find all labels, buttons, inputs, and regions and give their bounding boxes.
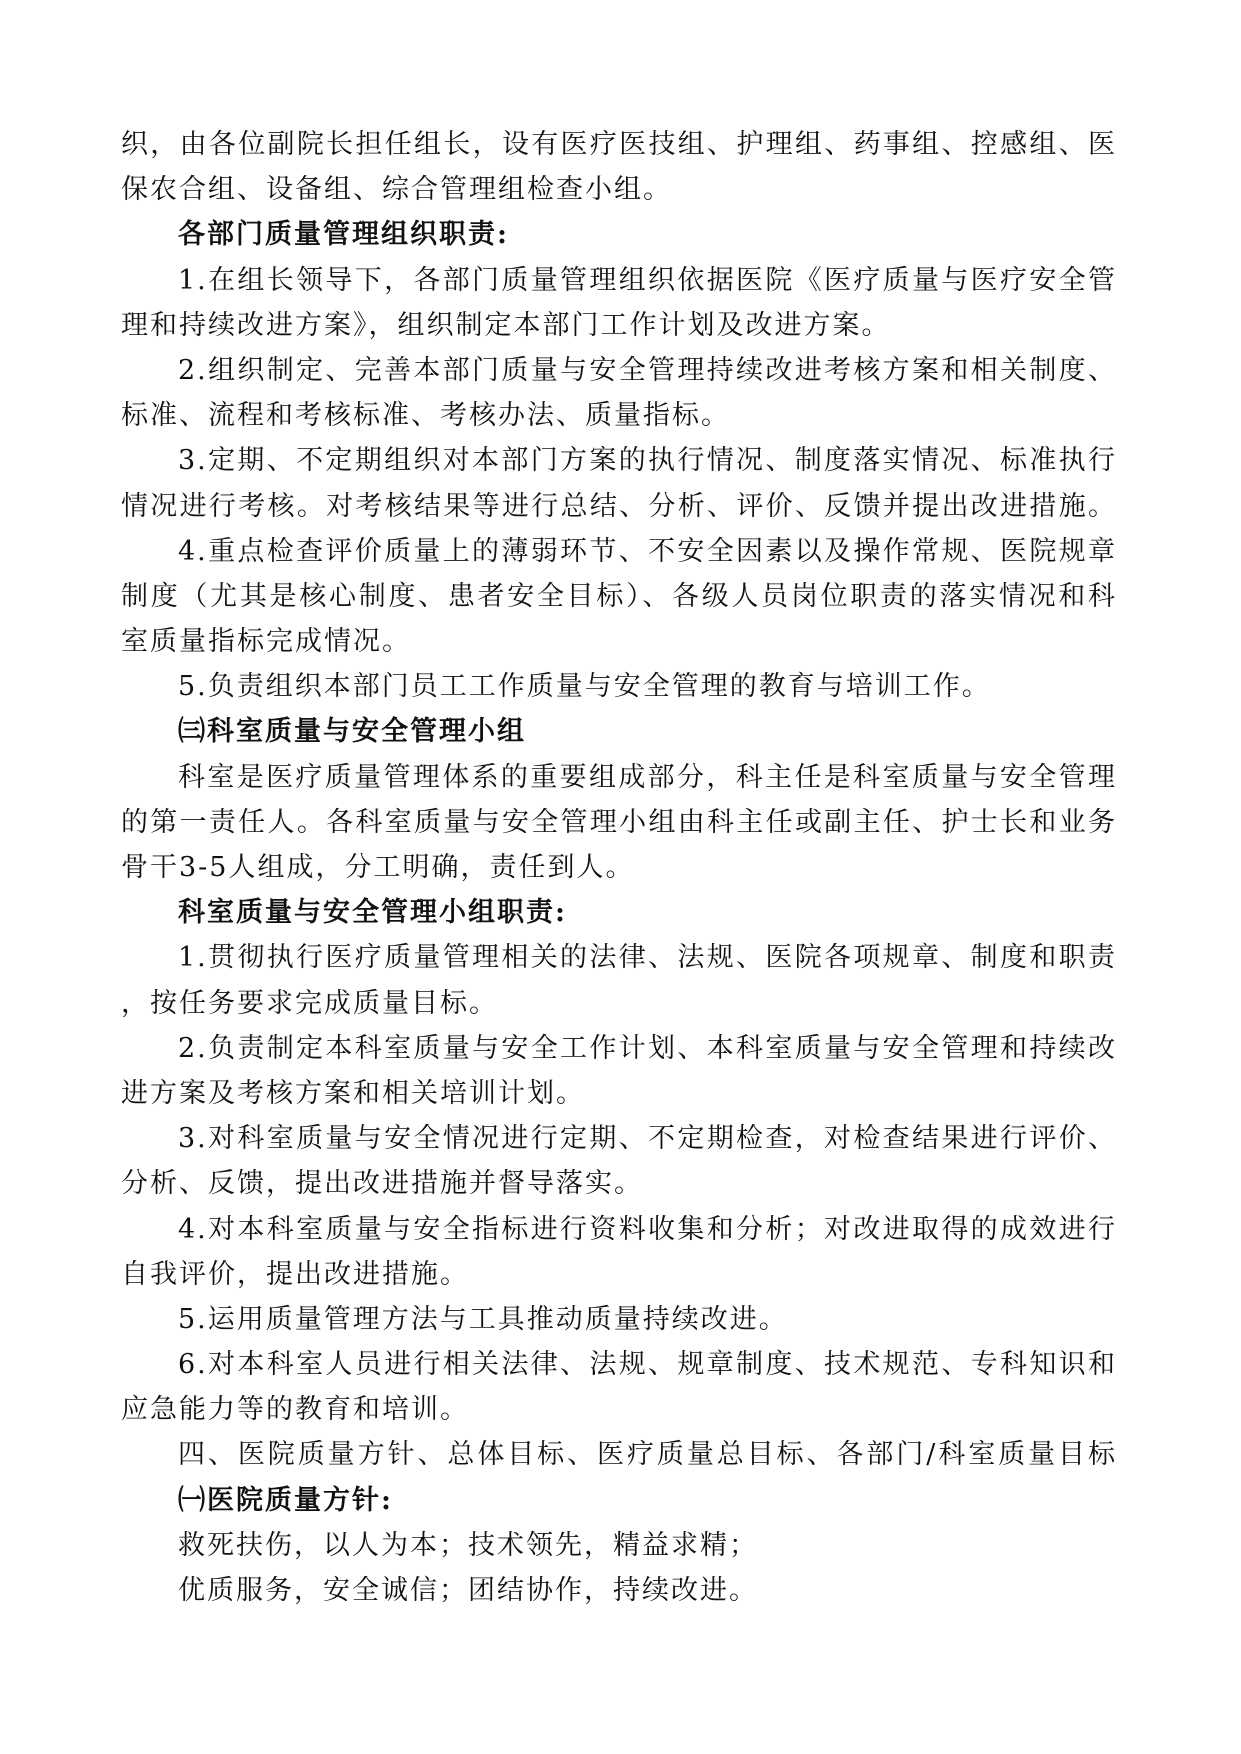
document-body bbox=[121, 122, 1117, 1613]
body-text-line: 织，由各位副院长担任组长，设有医疗医技组、护理组、药事组、控感组、医 bbox=[121, 129, 1117, 160]
body-text-line: ，按任务要求完成质量目标。 bbox=[121, 987, 498, 1019]
body-text-line: 1.贯彻执行医疗质量管理相关的法律、法规、医院各项规章、制度和职责 bbox=[178, 942, 1117, 974]
body-text-line: 制度（尤其是核心制度、患者安全目标）、各级人员岗位职责的落实情况和科 bbox=[121, 580, 1117, 612]
section-heading-line: 科室质量与安全管理小组职责: bbox=[178, 897, 567, 929]
body-text-line: 的第一责任人。各科室质量与安全管理小组由科主任或副主任、护士长和业务 bbox=[121, 806, 1117, 838]
body-text-line: 3.定期、不定期组织对本部门方案的执行情况、制度落实情况、标准执行 bbox=[178, 445, 1117, 477]
body-text-line: 应急能力等的教育和培训。 bbox=[121, 1394, 469, 1426]
body-text-line: 自我评价，提出改进措施。 bbox=[121, 1258, 469, 1290]
body-text-line: 四、医院质量方针、总体目标、医疗质量总目标、各部门/科室质量目标 bbox=[178, 1439, 1117, 1471]
section-heading-line: ㈠医院质量方针: bbox=[178, 1484, 393, 1516]
body-text-line: 1.在组长领导下，各部门质量管理组织依据医院《医疗质量与医疗安全管 bbox=[178, 264, 1117, 296]
body-text-line: 4.对本科室质量与安全指标进行资料收集和分析；对改进取得的成效进行 bbox=[178, 1213, 1117, 1245]
body-text-line: 4.重点检查评价质量上的薄弱环节、不安全因素以及操作常规、医院规章 bbox=[178, 535, 1117, 567]
body-text-line: 5.负责组织本部门员工工作质量与安全管理的教育与培训工作。 bbox=[178, 671, 991, 703]
section-heading-line: 各部门质量管理组织职责: bbox=[178, 219, 509, 251]
body-text-line: 5.运用质量管理方法与工具推动质量持续改进。 bbox=[178, 1303, 788, 1335]
body-text-line: 保农合组、设备组、综合管理组检查小组。 bbox=[121, 174, 672, 206]
body-text-line: 情况进行考核。对考核结果等进行总结、分析、评价、反馈并提出改进措施。 bbox=[121, 490, 1117, 522]
body-text-line: 6.对本科室人员进行相关法律、法规、规章制度、技术规范、专科知识和 bbox=[178, 1349, 1117, 1381]
body-text-line: 理和持续改进方案》，组织制定本部门工作计划及改进方案。 bbox=[121, 309, 891, 341]
section-heading-line: ㈢科室质量与安全管理小组 bbox=[178, 716, 526, 748]
body-text-line: 科室是医疗质量管理体系的重要组成部分，科主任是科室质量与安全管理 bbox=[178, 761, 1117, 793]
body-text-line: 救死扶伤，以人为本；技术领先，精益求精； bbox=[178, 1529, 758, 1561]
body-text-line: 分析、反馈，提出改进措施并督导落实。 bbox=[121, 1168, 643, 1200]
body-text-line: 标准、流程和考核标准、考核办法、质量指标。 bbox=[121, 400, 730, 432]
body-text-line: 优质服务，安全诚信；团结协作，持续改进。 bbox=[178, 1575, 758, 1606]
body-text-line: 2.负责制定本科室质量与安全工作计划、本科室质量与安全管理和持续改 bbox=[178, 1032, 1117, 1064]
body-text-line: 骨干3-5人组成，分工明确，责任到人。 bbox=[121, 852, 635, 883]
body-text-line: 3.对科室质量与安全情况进行定期、不定期检查，对检查结果进行评价、 bbox=[178, 1123, 1117, 1155]
body-text-line: 室质量指标完成情况。 bbox=[121, 626, 411, 658]
body-text-line: 进方案及考核方案和相关培训计划。 bbox=[121, 1077, 585, 1109]
body-text-line: 2.组织制定、完善本部门质量与安全管理持续改进考核方案和相关制度、 bbox=[178, 354, 1117, 386]
